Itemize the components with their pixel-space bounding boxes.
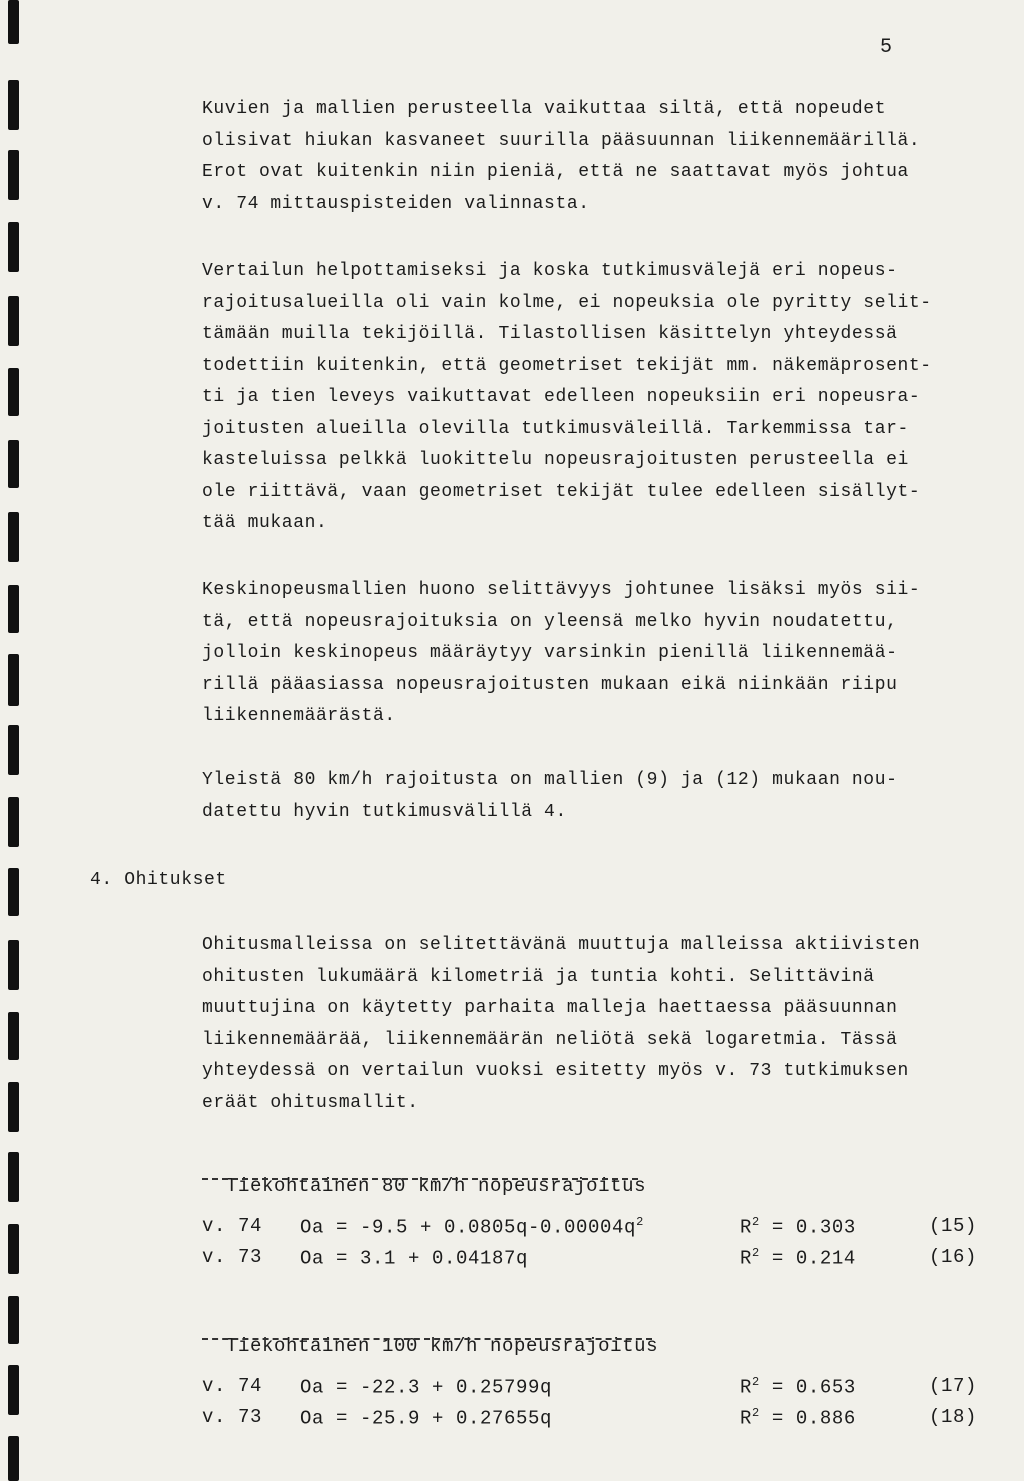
r-squared-label: R xyxy=(740,1376,753,1399)
binding-ring xyxy=(8,1365,19,1415)
model-group-heading xyxy=(202,1153,646,1219)
binding-ring xyxy=(8,1296,19,1344)
equation-exponent: 2 xyxy=(636,1215,644,1229)
r-squared xyxy=(740,1406,856,1429)
equation-formula xyxy=(300,1246,528,1269)
equation-text: Oa = 3.1 + 0.04187q xyxy=(300,1247,529,1270)
binding-ring xyxy=(8,1436,19,1481)
text-line: ohitusten lukumäärä kilometriä ja tuntia kohti. Selittävinä xyxy=(202,966,875,987)
binding-ring xyxy=(8,80,19,130)
text-line: Yleistä 80 km/h rajoitusta on mallien (9) ja (12) mukaan nou- xyxy=(202,770,898,790)
paragraph xyxy=(202,575,1002,733)
binding-ring xyxy=(8,296,19,346)
text-line: Vertailun helpottamiseksi ja koska tutkimusvälejä eri nopeus- xyxy=(202,261,898,281)
model-group-heading xyxy=(202,1313,658,1379)
r-squared-label: R xyxy=(740,1407,753,1430)
text-line: liikennemäärästä. xyxy=(202,706,396,726)
equation-number: (15) xyxy=(929,1215,978,1237)
text-line: olisivat hiukan kasvaneet suurilla pääsuunnan liikennemäärillä. xyxy=(202,130,921,151)
text-line: muuttujina on käytetty parhaita malleja haettaessa pääsuunnan xyxy=(202,998,898,1018)
text-line: v. 74 mittauspisteiden valinnasta. xyxy=(202,193,590,214)
equation-number: (17) xyxy=(929,1375,978,1397)
page-number: 5 xyxy=(880,36,893,59)
r-squared-value: = 0.303 xyxy=(759,1216,856,1239)
equation-row xyxy=(202,1215,992,1243)
paragraph xyxy=(202,930,1002,1119)
equation-row xyxy=(202,1246,992,1274)
text-line: jolloin keskinopeus määräytyy varsinkin pienillä liikennemää- xyxy=(202,643,898,663)
r-squared-label: R xyxy=(740,1247,753,1270)
text-line: Ohitusmalleissa on selitettävänä muuttuja malleissa aktiivisten xyxy=(202,935,921,955)
r-squared xyxy=(740,1375,856,1398)
text-line: tämään muilla tekijöillä. Tilastollisen käsittelyn yhteydessä xyxy=(202,324,898,344)
equation-number: (16) xyxy=(929,1246,978,1268)
equation-formula xyxy=(300,1375,552,1398)
r-squared xyxy=(740,1215,856,1238)
r-squared-exponent: 2 xyxy=(752,1375,760,1389)
text-line: tä, että nopeusrajoituksia on yleensä melko hyvin noudatettu, xyxy=(202,611,898,632)
binding-ring xyxy=(8,868,19,916)
model-group-title: Tiekohtainen 80 km/h nopeusrajoitus xyxy=(226,1175,647,1197)
binding-ring xyxy=(8,1152,19,1202)
r-squared xyxy=(740,1246,856,1269)
binding-ring xyxy=(8,585,19,633)
r-squared-exponent: 2 xyxy=(752,1246,760,1260)
text-line: ole riittävä, vaan geometriset tekijät tulee edelleen sisällyt- xyxy=(202,481,921,502)
binding-ring xyxy=(8,725,19,775)
binding-ring xyxy=(8,1224,19,1274)
heading-underline xyxy=(202,1178,638,1180)
equation-text: Oa = -25.9 + 0.27655q xyxy=(300,1407,553,1430)
equation-number: (18) xyxy=(929,1406,978,1428)
paragraph xyxy=(202,765,1002,828)
text-line: liikennemäärää, liikennemäärän neliötä sekä logaretmia. Tässä xyxy=(202,1029,898,1050)
binding-ring xyxy=(8,940,19,990)
heading-underline xyxy=(202,1338,652,1340)
text-line: rillä pääasiassa nopeusrajoitusten mukaan eikä niinkään riipu xyxy=(202,674,898,695)
text-line: rajoitusalueilla oli vain kolme, ei nopeuksia ole pyritty selit- xyxy=(202,292,932,313)
binding-ring xyxy=(8,150,19,200)
r-squared-value: = 0.214 xyxy=(759,1247,856,1270)
text-line: ti ja tien leveys vaikuttavat edelleen nopeuksiin eri nopeusra- xyxy=(202,387,921,407)
paragraph xyxy=(202,94,1002,220)
text-line: datettu hyvin tutkimusvälillä 4. xyxy=(202,801,567,822)
equation-row xyxy=(202,1375,992,1403)
binding-ring xyxy=(8,440,19,488)
binding-ring xyxy=(8,1012,19,1060)
binding-ring xyxy=(8,654,19,706)
text-line: yhteydessä on vertailun vuoksi esitetty myös v. 73 tutkimuksen xyxy=(202,1061,909,1081)
model-group-title: Tiekohtainen 100 km/h nopeusrajoitus xyxy=(226,1335,659,1357)
equation-formula xyxy=(300,1406,552,1429)
text-line: Keskinopeusmallien huono selittävyys johtunee lisäksi myös sii- xyxy=(202,580,921,600)
binding-ring xyxy=(8,368,19,416)
paragraph xyxy=(202,256,1002,540)
text-line: eräät ohitusmallit. xyxy=(202,1092,419,1113)
r-squared-value: = 0.886 xyxy=(759,1407,856,1430)
text-line: Erot ovat kuitenkin niin pieniä, että ne saattavat myös johtua xyxy=(202,162,909,182)
equation-year: v. 73 xyxy=(202,1246,263,1268)
equation-text: Oa = -9.5 + 0.0805q-0.00004q xyxy=(300,1216,637,1239)
equation-year: v. 73 xyxy=(202,1406,263,1428)
equation-row xyxy=(202,1406,992,1434)
r-squared-value: = 0.653 xyxy=(759,1376,856,1399)
equation-year: v. 74 xyxy=(202,1215,263,1237)
text-line: Kuvien ja mallien perusteella vaikuttaa siltä, että nopeudet xyxy=(202,99,887,119)
section-heading: 4. Ohitukset xyxy=(90,870,227,890)
spiral-binding xyxy=(0,0,40,1481)
text-line: tää mukaan. xyxy=(202,513,328,533)
binding-ring xyxy=(8,797,19,847)
r-squared-exponent: 2 xyxy=(752,1215,760,1229)
r-squared-exponent: 2 xyxy=(752,1406,760,1420)
r-squared-label: R xyxy=(740,1216,753,1239)
binding-ring xyxy=(8,222,19,272)
binding-ring xyxy=(8,512,19,562)
equation-year: v. 74 xyxy=(202,1375,263,1397)
text-line: kasteluissa pelkkä luokittelu nopeusrajoitusten perusteella ei xyxy=(202,450,909,470)
binding-ring xyxy=(8,1082,19,1132)
text-line: joitusten alueilla olevilla tutkimusväleillä. Tarkemmissa tar- xyxy=(202,418,909,439)
equation-formula xyxy=(300,1215,644,1238)
binding-ring xyxy=(8,0,19,44)
text-line: todettiin kuitenkin, että geometriset tekijät mm. näkemäprosent- xyxy=(202,355,932,376)
equation-text: Oa = -22.3 + 0.25799q xyxy=(300,1376,553,1399)
